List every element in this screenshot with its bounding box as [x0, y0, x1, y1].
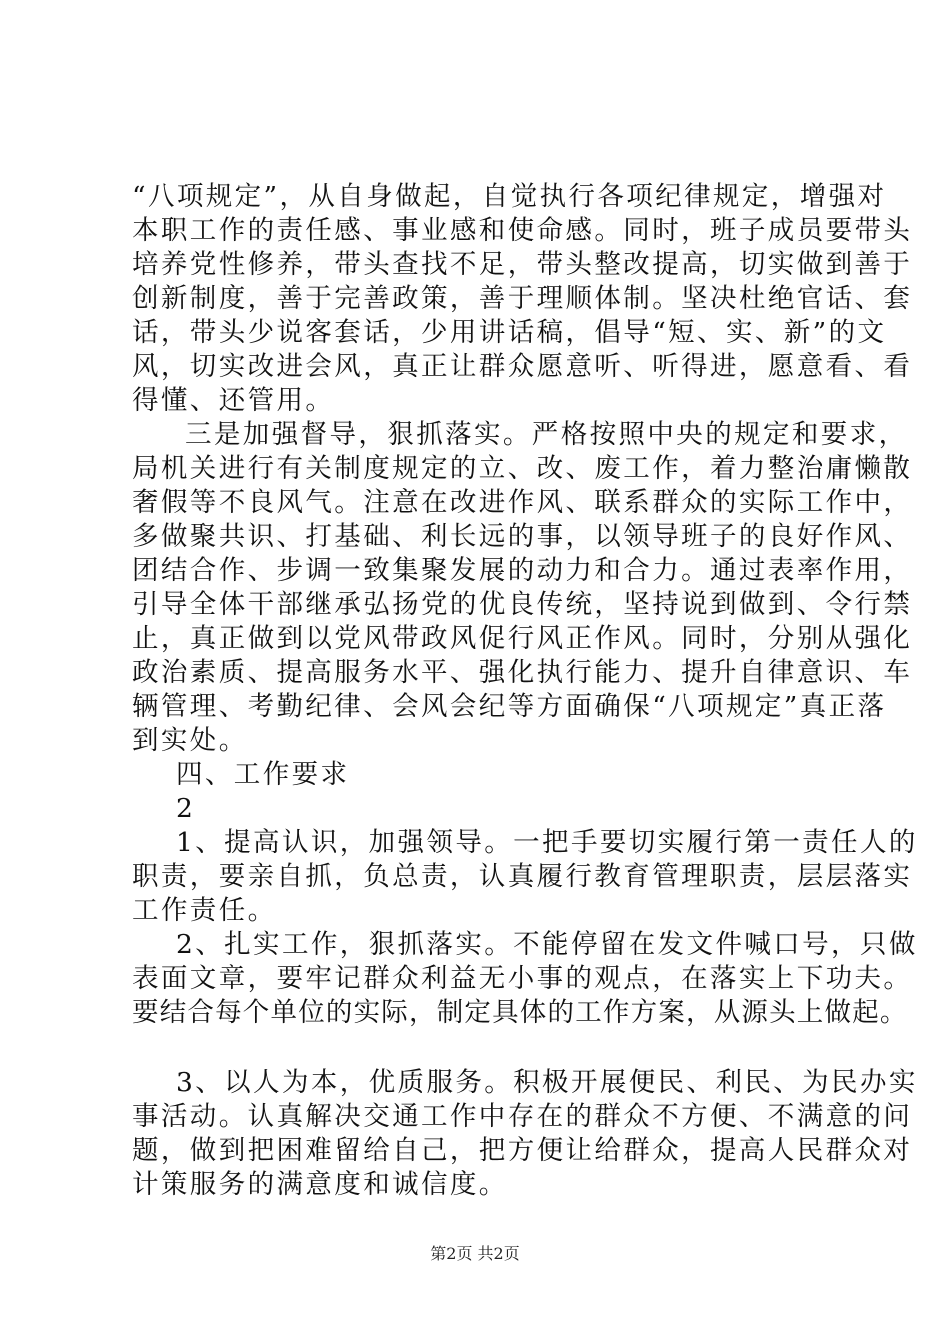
- body-text-line: 职责，要亲自抓，负总责，认真履行教育管理职责，层层落实: [132, 861, 913, 892]
- paragraph-start-line: 1、提高认识，加强领导。一把手要切实履行第一责任人的: [176, 827, 918, 858]
- body-text-line: 本职工作的责任感、事业感和使命感。同时，班子成员要带头: [132, 215, 913, 246]
- body-text-line: 奢假等不良风气。注意在改进作风、联系群众的实际工作中，: [132, 487, 913, 518]
- body-text-line: 引导全体干部继承弘扬党的优良传统，坚持说到做到、令行禁: [132, 589, 913, 620]
- body-text-line: “八项规定”，从自身做起，自觉执行各项纪律规定，增强对: [132, 181, 887, 212]
- body-text-line: 风，切实改进会风，真正让群众愿意听、听得进，愿意看、看: [132, 351, 913, 382]
- body-text-line: 创新制度，善于完善政策，善于理顺体制。坚决杜绝官话、套: [132, 283, 913, 314]
- body-text-line: 要结合每个单位的实际，制定具体的工作方案，从源头上做起。: [132, 997, 908, 1028]
- body-text-line: 团结合作、步调一致集聚发展的动力和合力。通过表率作用，: [132, 555, 913, 586]
- body-text-line: 事活动。认真解决交通工作中存在的群众不方便、不满意的问: [132, 1101, 913, 1132]
- body-text-line: 到实处。: [132, 725, 248, 756]
- body-text-line: 话，带头少说客套话，少用讲话稿，倡导“短、实、新”的文: [132, 317, 887, 348]
- body-text-line: 局机关进行有关制度规定的立、改、废工作，着力整治庸懒散: [132, 453, 913, 484]
- body-text-line: 止，真正做到以党风带政风促行风正作风。同时，分别从强化: [132, 623, 913, 654]
- body-text-line: 得懂、还管用。: [132, 385, 335, 416]
- body-text-line: 题，做到把困难留给自己，把方便让给群众，提高人民群众对: [132, 1135, 913, 1166]
- body-text-line: 计策服务的满意度和诚信度。: [132, 1169, 508, 1200]
- body-text-line: 多做聚共识、打基础、利长远的事，以领导班子的良好作风、: [132, 521, 913, 552]
- body-text-line: 工作责任。: [132, 895, 277, 926]
- body-text-line: 辆管理、考勤纪律、会风会纪等方面确保“八项规定”真正落: [132, 691, 887, 722]
- paragraph-start-line: 三是加强督导，狠抓落实。严格按照中央的规定和要求，: [185, 419, 908, 450]
- body-text-line: 表面文章，要牢记群众利益无小事的观点，在落实上下功夫。: [132, 963, 913, 994]
- paragraph-start-line: 3、以人为本，优质服务。积极开展便民、利民、为民办实: [176, 1067, 918, 1098]
- body-text-line: 培养党性修养，带头查找不足，带头整改提高，切实做到善于: [132, 249, 913, 280]
- inline-page-number: 2: [176, 793, 196, 824]
- paragraph-start-line: 2、扎实工作，狠抓落实。不能停留在发文件喊口号，只做: [176, 929, 918, 960]
- section-heading: 四、工作要求: [176, 759, 350, 790]
- page-footer: 第2页 共2页: [430, 1244, 520, 1263]
- body-text-line: 政治素质、提高服务水平、强化执行能力、提升自律意识、车: [132, 657, 913, 688]
